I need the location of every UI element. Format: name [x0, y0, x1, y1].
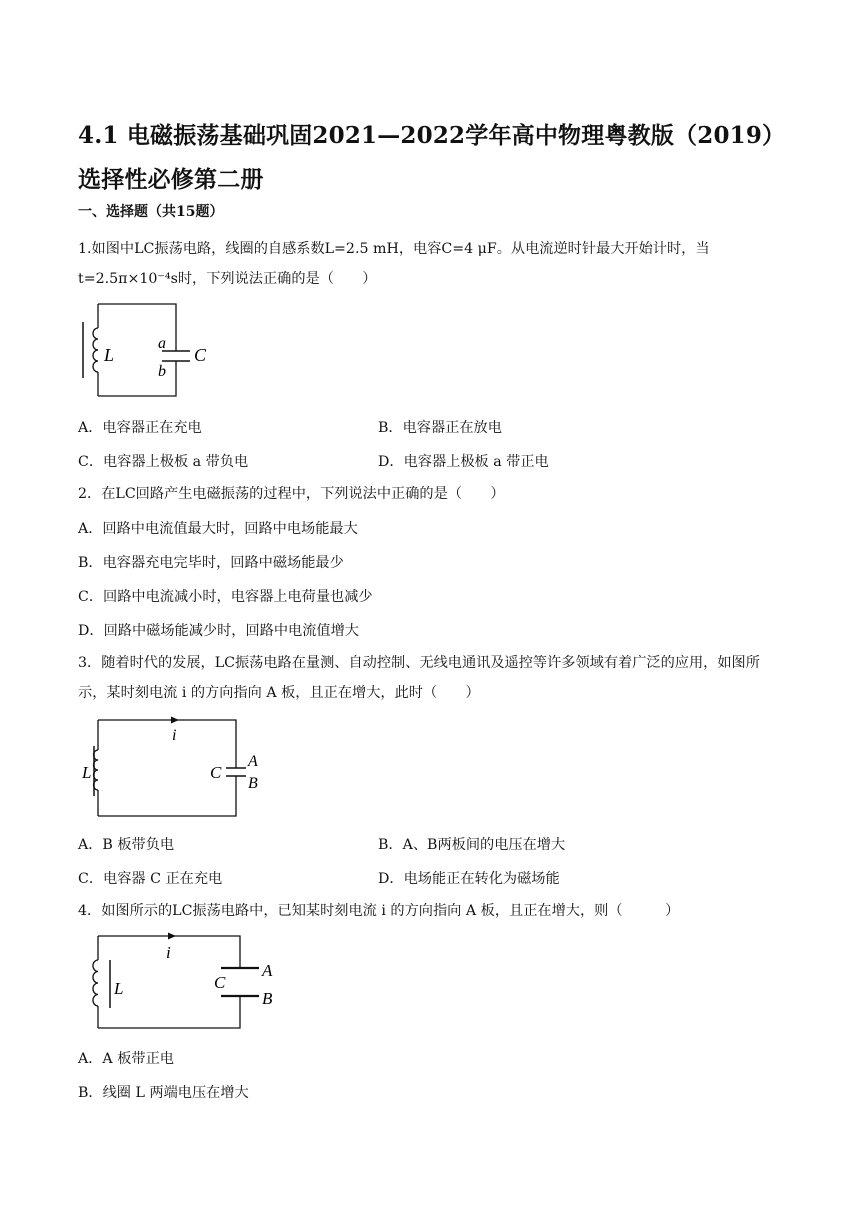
question-4-circuit-diagram [80, 930, 290, 1036]
q3-label-B: B [248, 775, 258, 792]
question-2-stem: 2．在LC回路产生电磁振荡的过程中，下列说法中正确的是（ ） [78, 486, 505, 502]
q3-label-L: L [82, 763, 92, 782]
q4-label-C: C [214, 973, 226, 992]
question-3-option-a: A．B 板带负电 [78, 837, 175, 853]
question-2-option-d: D．回路中磁场能减少时，回路中电流值增大 [78, 623, 359, 639]
question-1-circuit-diagram [78, 300, 218, 404]
q1-label-L: L [104, 345, 115, 365]
q4-label-A: A [262, 961, 273, 980]
question-1-option-a: A．电容器正在充电 [78, 420, 202, 436]
question-3-option-c: C．电容器 C 正在充电 [78, 871, 223, 887]
q4-label-L: L [114, 979, 124, 998]
question-1-option-c: C．电容器上极板 a 带负电 [78, 454, 249, 470]
document-title: 4.1 电磁振荡基础巩固2021—2022学年高中物理粤教版（2019）选择性必修第二册 [78, 122, 786, 193]
question-1-option-d: D．电容器上极板 a 带正电 [378, 454, 549, 470]
q3-label-i: i [172, 727, 177, 744]
question-1-stem: 1.如图中LC振荡电路，线圈的自感系数L=2.5 mH，电容C=4 μF。从电流逆时针最大开始计时，当t=2.5π×10⁻⁴s时，下列说法正确的是（ ） [78, 241, 710, 287]
q1-label-a: a [158, 335, 166, 352]
q4-label-i: i [166, 943, 171, 962]
question-3-option-d: D．电场能正在转化为磁场能 [378, 871, 560, 887]
q1-label-b: b [158, 363, 166, 380]
section-heading: 一、选择题（共15题） [78, 204, 224, 220]
question-3-circuit-diagram [78, 712, 278, 822]
question-1-option-b: B．电容器正在放电 [378, 420, 502, 436]
question-2-option-b: B．电容器充电完毕时，回路中磁场能最少 [78, 555, 344, 571]
q1-label-C: C [194, 345, 207, 365]
question-2-option-a: A．回路中电流值最大时，回路中电场能最大 [78, 521, 358, 537]
q4-label-B: B [262, 989, 273, 1008]
q3-label-A: A [248, 753, 258, 770]
question-4-option-a: A．A 板带正电 [78, 1051, 174, 1067]
question-2-option-c: C．回路中电流减小时，电容器上电荷量也减少 [78, 589, 373, 605]
question-3-stem: 3．随着时代的发展，LC振荡电路在量测、自动控制、无线电通讯及遥控等许多领域有着广泛的应用，如图所示，某时刻电流 i 的方向指向 A 板，且正在增大，此时（ ） [78, 655, 760, 701]
question-4-option-b: B．线圈 L 两端电压在增大 [78, 1085, 249, 1101]
question-3-option-b: B．A、B两板间的电压在增大 [378, 837, 566, 853]
question-4-stem: 4．如图所示的LC振荡电路中，已知某时刻电流 i 的方向指向 A 板，且正在增大，则（ ） [78, 903, 680, 919]
q3-label-C: C [210, 763, 222, 782]
